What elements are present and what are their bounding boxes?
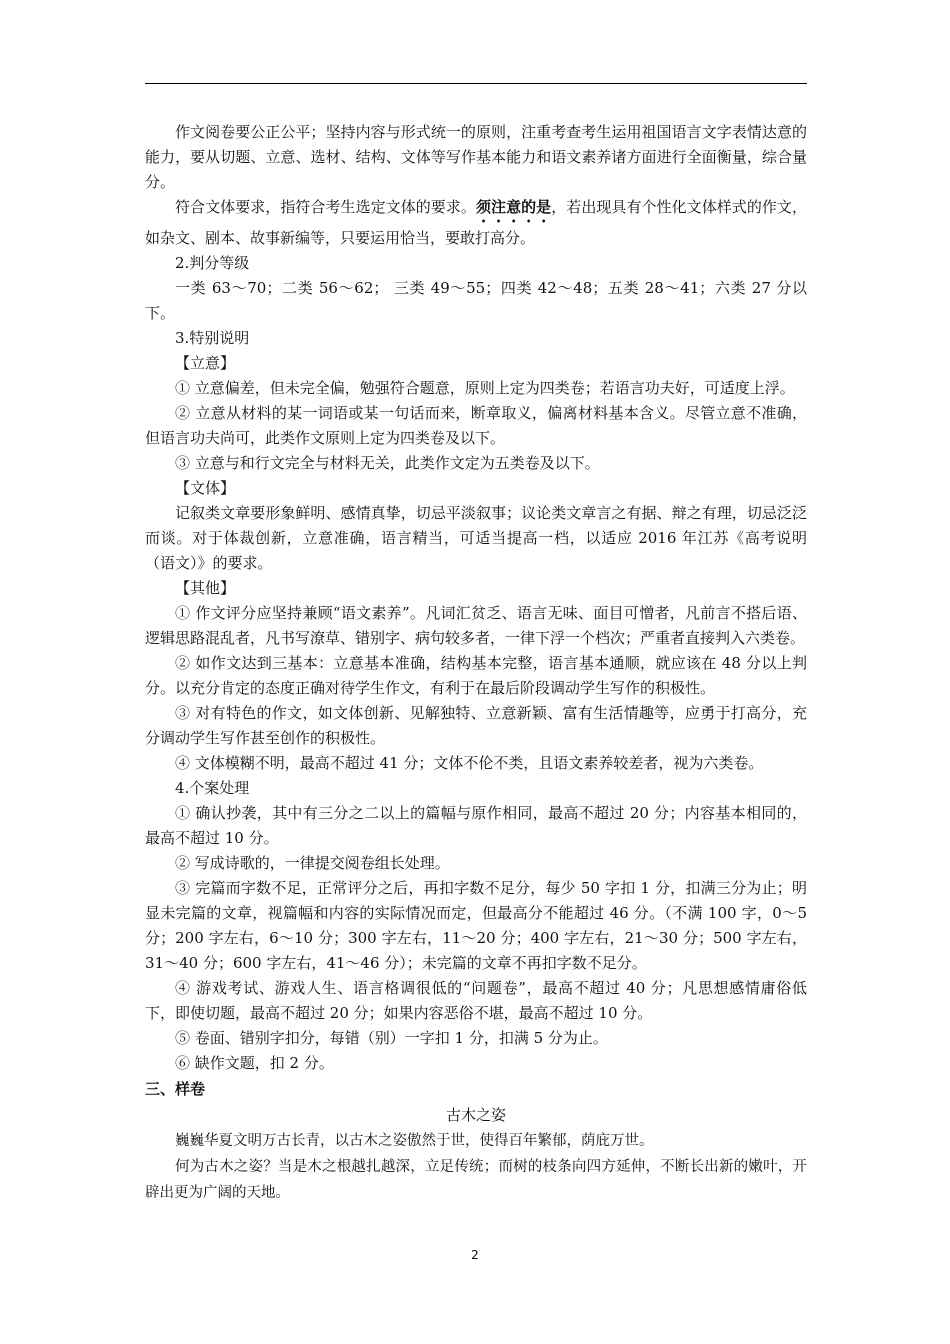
other-item: ② 如作文达到三基本：立意基本准确，结构基本完整，语言基本通顺，就应该在 48 分以上判分。以充分肯定的态度正确对待学生作文，有利于在最后阶段调动学生写作的积极性。 — [145, 654, 807, 697]
idea-item: ② 立意从材料的某一词语或某一句话而来，断章取义，偏离材料基本含义。尽管立意不准确，但语言功夫尚可，此类作文原则上定为四类卷及以下。 — [145, 404, 807, 447]
page-body — [145, 120, 807, 1206]
essay-title: 古木之姿 — [445, 1106, 506, 1124]
idea-heading: 【立意】 — [175, 354, 236, 372]
grading-heading: 2.判分等级 — [175, 254, 250, 272]
other-item: ① 作文评分应坚持兼顾“语文素养”。凡词汇贫乏、语言无味、面目可憎者，凡前言不搭后语、逻辑思路混乱者，凡书写潦草、错别字、病句较多者，一律下浮一个档次；严重者直接判入六类卷。 — [145, 604, 807, 647]
intro-paragraph-1: 作文阅卷要公正公平；坚持内容与形式统一的原则，注重考查考生运用祖国语言文字表情达意的能力，要从切题、立意、选材、结构、文体等写作基本能力和语文素养诸方面进行全面衡量，综合量分。 — [145, 123, 807, 191]
sample-heading: 三、样卷 — [145, 1080, 206, 1098]
intro-p2-after: ，若出现具有个性化文体样式的作文，如杂文、剧本、故事新编等，只要运用恰当，要敢打高分。 — [145, 198, 807, 247]
style-text: 记叙类文章要形象鲜明、感情真挚，切忌平淡叙事；议论类文章言之有据、辩之有理，切忌泛泛而谈。对于体裁创新，立意准确，语言精当，可适当提高一档，以适应 2016 年江苏《高考说明（语文）》的要求。 — [145, 504, 807, 572]
case-item: ③ 完篇而字数不足，正常评分之后，再扣字数不足分，每少 50 字扣 1 分，扣满三分为止；明显未完篇的文章，视篇幅和内容的实际情况而定，但最高分不能超过 46 分。（不满 100 字，0～5 分；200 字左右，6～10 分；300 字左右，11～20 分；400 字左右，21～30 分；500 字左右，31～40 分；600 字左右，41～46 分）；未完篇的文章不再扣字数不足分。 — [145, 879, 807, 972]
header-rule — [145, 83, 807, 84]
other-item: ④ 文体模糊不明，最高不超过 41 分；文体不伦不类，且语文素养较差者，视为六类卷。 — [175, 754, 764, 772]
other-item: ③ 对有特色的作文，如文体创新、见解独特、立意新颖、富有生活情趣等，应勇于打高分，充分调动学生写作甚至创作的积极性。 — [145, 704, 807, 747]
idea-item: ① 立意偏差，但未完全偏，勉强符合题意，原则上定为四类卷；若语言功夫好，可适度上浮。 — [175, 379, 795, 397]
grading-levels: 一类 63～70；二类 56～62； 三类 49～55；四类 42～48；五类 28～41；六类 27 分以下。 — [145, 279, 807, 322]
special-heading: 3.特别说明 — [175, 329, 250, 347]
idea-item: ③ 立意与和行文完全与材料无关，此类作文定为五类卷及以下。 — [175, 454, 600, 472]
emphasis-note: 须注意的是 — [475, 198, 552, 216]
case-item: ⑤ 卷面、错别字扣分，每错（别）一字扣 1 分，扣满 5 分为止。 — [175, 1029, 608, 1047]
case-item: ① 确认抄袭，其中有三分之二以上的篇幅与原作相同，最高不超过 20 分；内容基本相同的，最高不超过 10 分。 — [145, 804, 807, 847]
cases-heading: 4.个案处理 — [175, 779, 250, 797]
intro-paragraph-2 — [145, 195, 807, 251]
essay-paragraph: 巍巍华夏文明万古长青，以古木之姿傲然于世，使得百年繁郁，荫庇万世。 — [175, 1133, 654, 1149]
case-item: ② 写成诗歌的，一律提交阅卷组长处理。 — [175, 854, 450, 872]
case-item: ⑥ 缺作文题，扣 2 分。 — [175, 1054, 334, 1072]
other-heading: 【其他】 — [175, 579, 236, 597]
case-item: ④ 游戏考试、游戏人生、语言格调很低的“问题卷”，最高不超过 40 分；凡思想感情庸俗低下，即使切题，最高不超过 20 分；如果内容恶俗不堪，最高不超过 10 分。 — [145, 979, 807, 1022]
style-heading: 【文体】 — [175, 479, 236, 497]
essay-paragraph: 何为古木之姿？当是木之根越扎越深，立足传统；而树的枝条向四方延伸，不断长出新的嫩叶，开辟出更为广阔的天地。 — [145, 1159, 807, 1201]
page-number: 2 — [471, 1248, 479, 1262]
intro-p2-before: 符合文体要求，指符合考生选定文体的要求。 — [175, 198, 476, 216]
